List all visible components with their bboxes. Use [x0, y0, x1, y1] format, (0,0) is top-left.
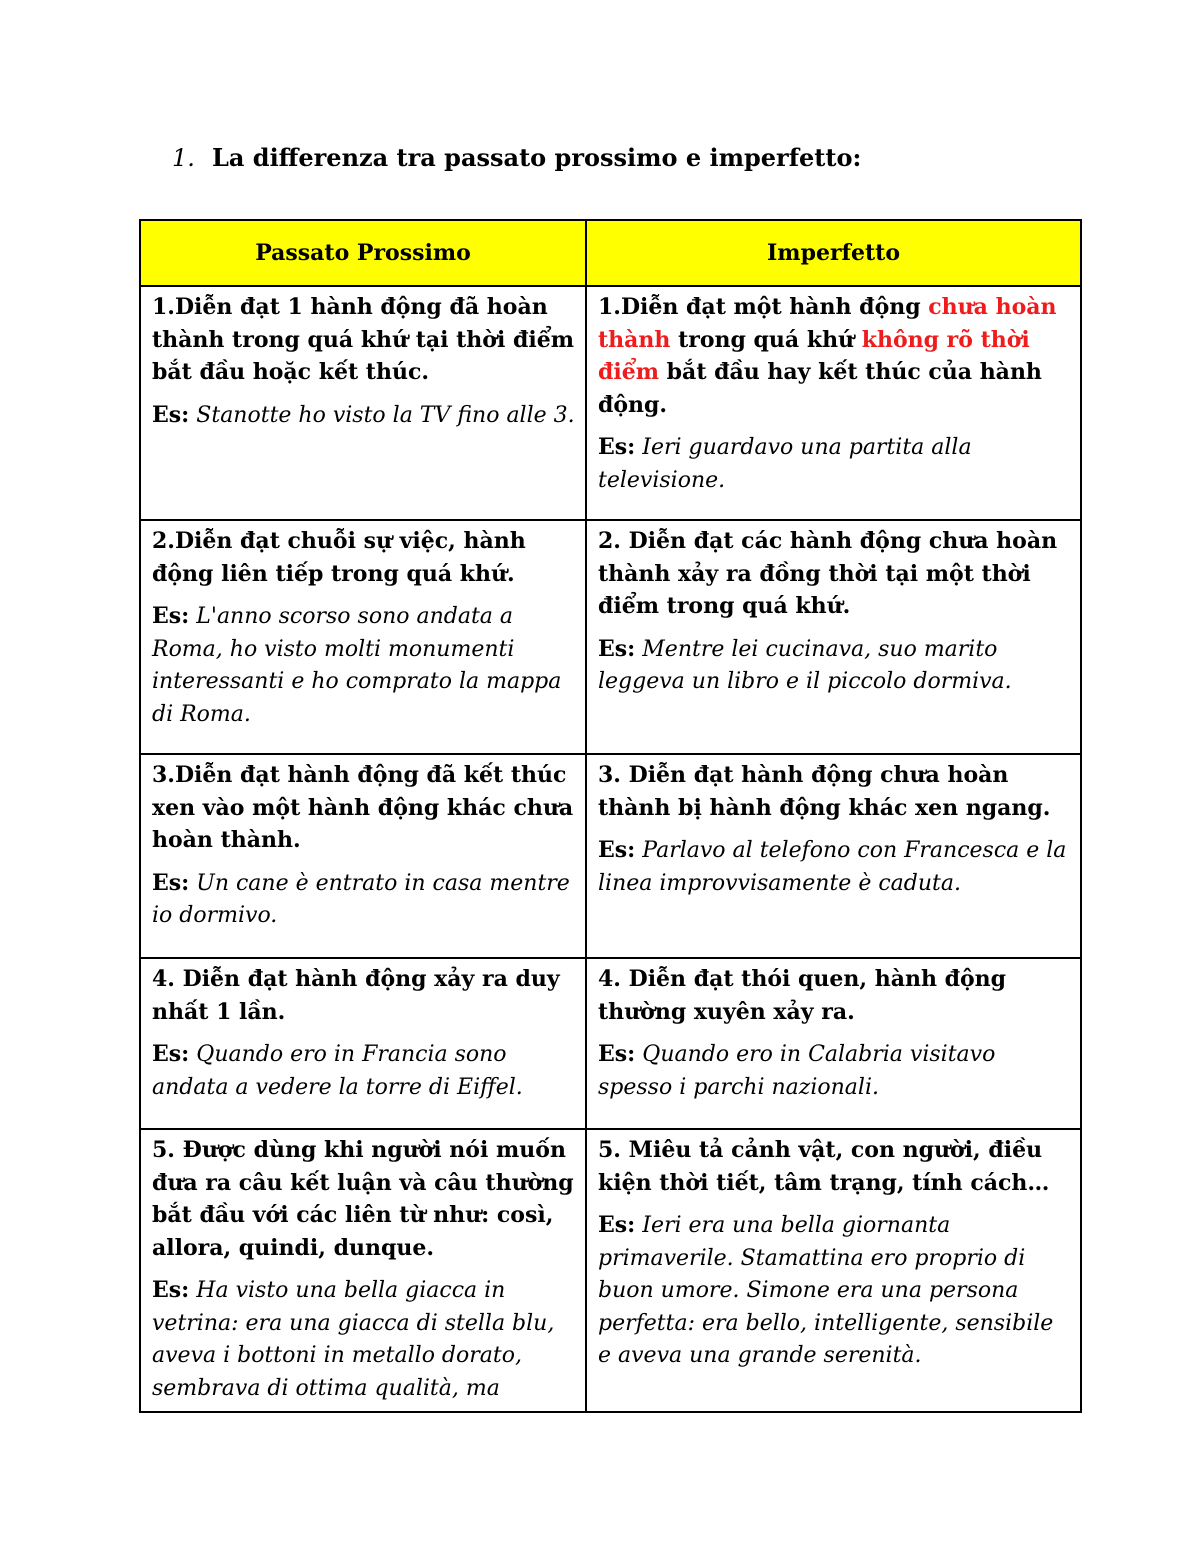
example-text: L'anno scorso sono andata a Roma, ho visto molti monumenti interessanti e ho comprato la mappa di Roma. [152, 604, 562, 727]
heading-text: La differenza tra passato prossimo e imperfetto: [212, 143, 862, 172]
example [152, 867, 575, 933]
example [152, 399, 575, 433]
rule-description: 2.Diễn đạt chuỗi sự việc, hành động liên tiếp trong quá khứ. [152, 528, 526, 587]
imperfetto-cell [586, 958, 1081, 1129]
example-label: Es: [598, 837, 636, 863]
example-text: Ieri guardavo una partita alla televisione. [598, 435, 972, 493]
table-row [140, 754, 1081, 958]
example [598, 1038, 1070, 1104]
header-imperfetto: Imperfetto [586, 220, 1081, 286]
example [152, 1274, 575, 1405]
table-header-row [140, 220, 1081, 286]
table-row [140, 1129, 1081, 1412]
rule-text: 1.Diễn đạt một hành động [598, 294, 929, 320]
example [152, 1038, 575, 1104]
rule-description: 5. Được dùng khi người nói muốn đưa ra câu kết luận và câu thường bắt đầu với các liên từ như: così, allora, quindi, dunque. [152, 1137, 574, 1261]
example-label: Es: [152, 869, 190, 896]
example-label: Es: [152, 401, 190, 428]
passato-cell [140, 1129, 586, 1412]
header-passato-prossimo: Passato Prossimo [140, 220, 586, 286]
imperfetto-cell [586, 754, 1081, 958]
example [598, 1209, 1070, 1373]
heading-number: 1. [172, 144, 195, 172]
example-label: Es: [152, 1277, 190, 1303]
example-text: Ieri era una bella giornanta primaverile. Stamattina ero proprio di buon umore. Simone era una persona perfetta: era bello, intelligente, sensibile e aveva una grande serenità. [598, 1213, 1054, 1368]
example-text: Mentre lei cucinava, suo marito leggeva un libro e il piccolo dormiva. [598, 636, 1012, 694]
example-text: Parlavo al telefono con Francesca e la linea improvvisamente è caduta. [598, 838, 1067, 896]
rule-description: 3.Diễn đạt hành động đã kết thúc xen vào một hành động khác chưa hoàn thành. [152, 762, 574, 853]
rule-description: 1.Diễn đạt 1 hành động đã hoàn thành trong quá khứ tại thời điểm bắt đầu hoặc kết thúc. [152, 294, 575, 385]
imperfetto-cell [586, 286, 1081, 520]
example-text: Ha visto una bella giacca in vetrina: era una giacca di stella blu, aveva i bottoni in metallo dorato, sembrava di ottima qualità, ma [152, 1278, 555, 1401]
passato-cell [140, 286, 586, 520]
rule-description: 2. Diễn đạt các hành động chưa hoàn thành xảy ra đồng thời tại một thời điểm trong quá khứ. [598, 528, 1058, 619]
example-label: Es: [598, 1041, 636, 1067]
table-row [140, 520, 1081, 754]
rule-description [598, 291, 1070, 421]
example-text: Stanotte ho visto la TV fino alle 3. [196, 402, 575, 428]
rule-description: 4. Diễn đạt hành động xảy ra duy nhất 1 lần. [152, 966, 560, 1025]
highlight-text: không rõ thời điểm [598, 326, 1030, 385]
example [598, 834, 1070, 900]
passato-cell [140, 754, 586, 958]
example-text: Quando ero in Francia sono andata a vedere la torre di Eiffel. [152, 1042, 523, 1100]
example [152, 600, 575, 731]
example-label: Es: [598, 434, 636, 460]
passato-cell [140, 520, 586, 754]
imperfetto-cell [586, 520, 1081, 754]
section-heading [172, 141, 861, 175]
example-text: Un cane è entrato in casa mentre io dormivo. [152, 870, 570, 928]
rule-description: 4. Diễn đạt thói quen, hành động thường xuyên xảy ra. [598, 966, 1007, 1025]
table-row [140, 958, 1081, 1129]
example [598, 431, 1070, 497]
highlight-text: chưa hoàn thành [598, 294, 1057, 353]
imperfetto-cell [586, 1129, 1081, 1412]
example-label: Es: [152, 603, 190, 629]
rule-description: 5. Miêu tả cảnh vật, con người, điều kiện thời tiết, tâm trạng, tính cách… [598, 1137, 1050, 1196]
example [598, 633, 1070, 699]
table-row [140, 286, 1081, 520]
rule-text: bắt đầu hay kết thúc của hành động. [598, 359, 1042, 418]
passato-cell [140, 958, 586, 1129]
comparison-table [139, 219, 1082, 1413]
rule-description: 3. Diễn đạt hành động chưa hoàn thành bị hành động khác xen ngang. [598, 762, 1051, 821]
rule-text: trong quá khứ [670, 326, 862, 353]
example-label: Es: [598, 635, 636, 662]
example-text: Quando ero in Calabria visitavo spesso i parchi nazionali. [598, 1042, 996, 1100]
example-label: Es: [152, 1041, 190, 1067]
example-label: Es: [598, 1212, 636, 1238]
